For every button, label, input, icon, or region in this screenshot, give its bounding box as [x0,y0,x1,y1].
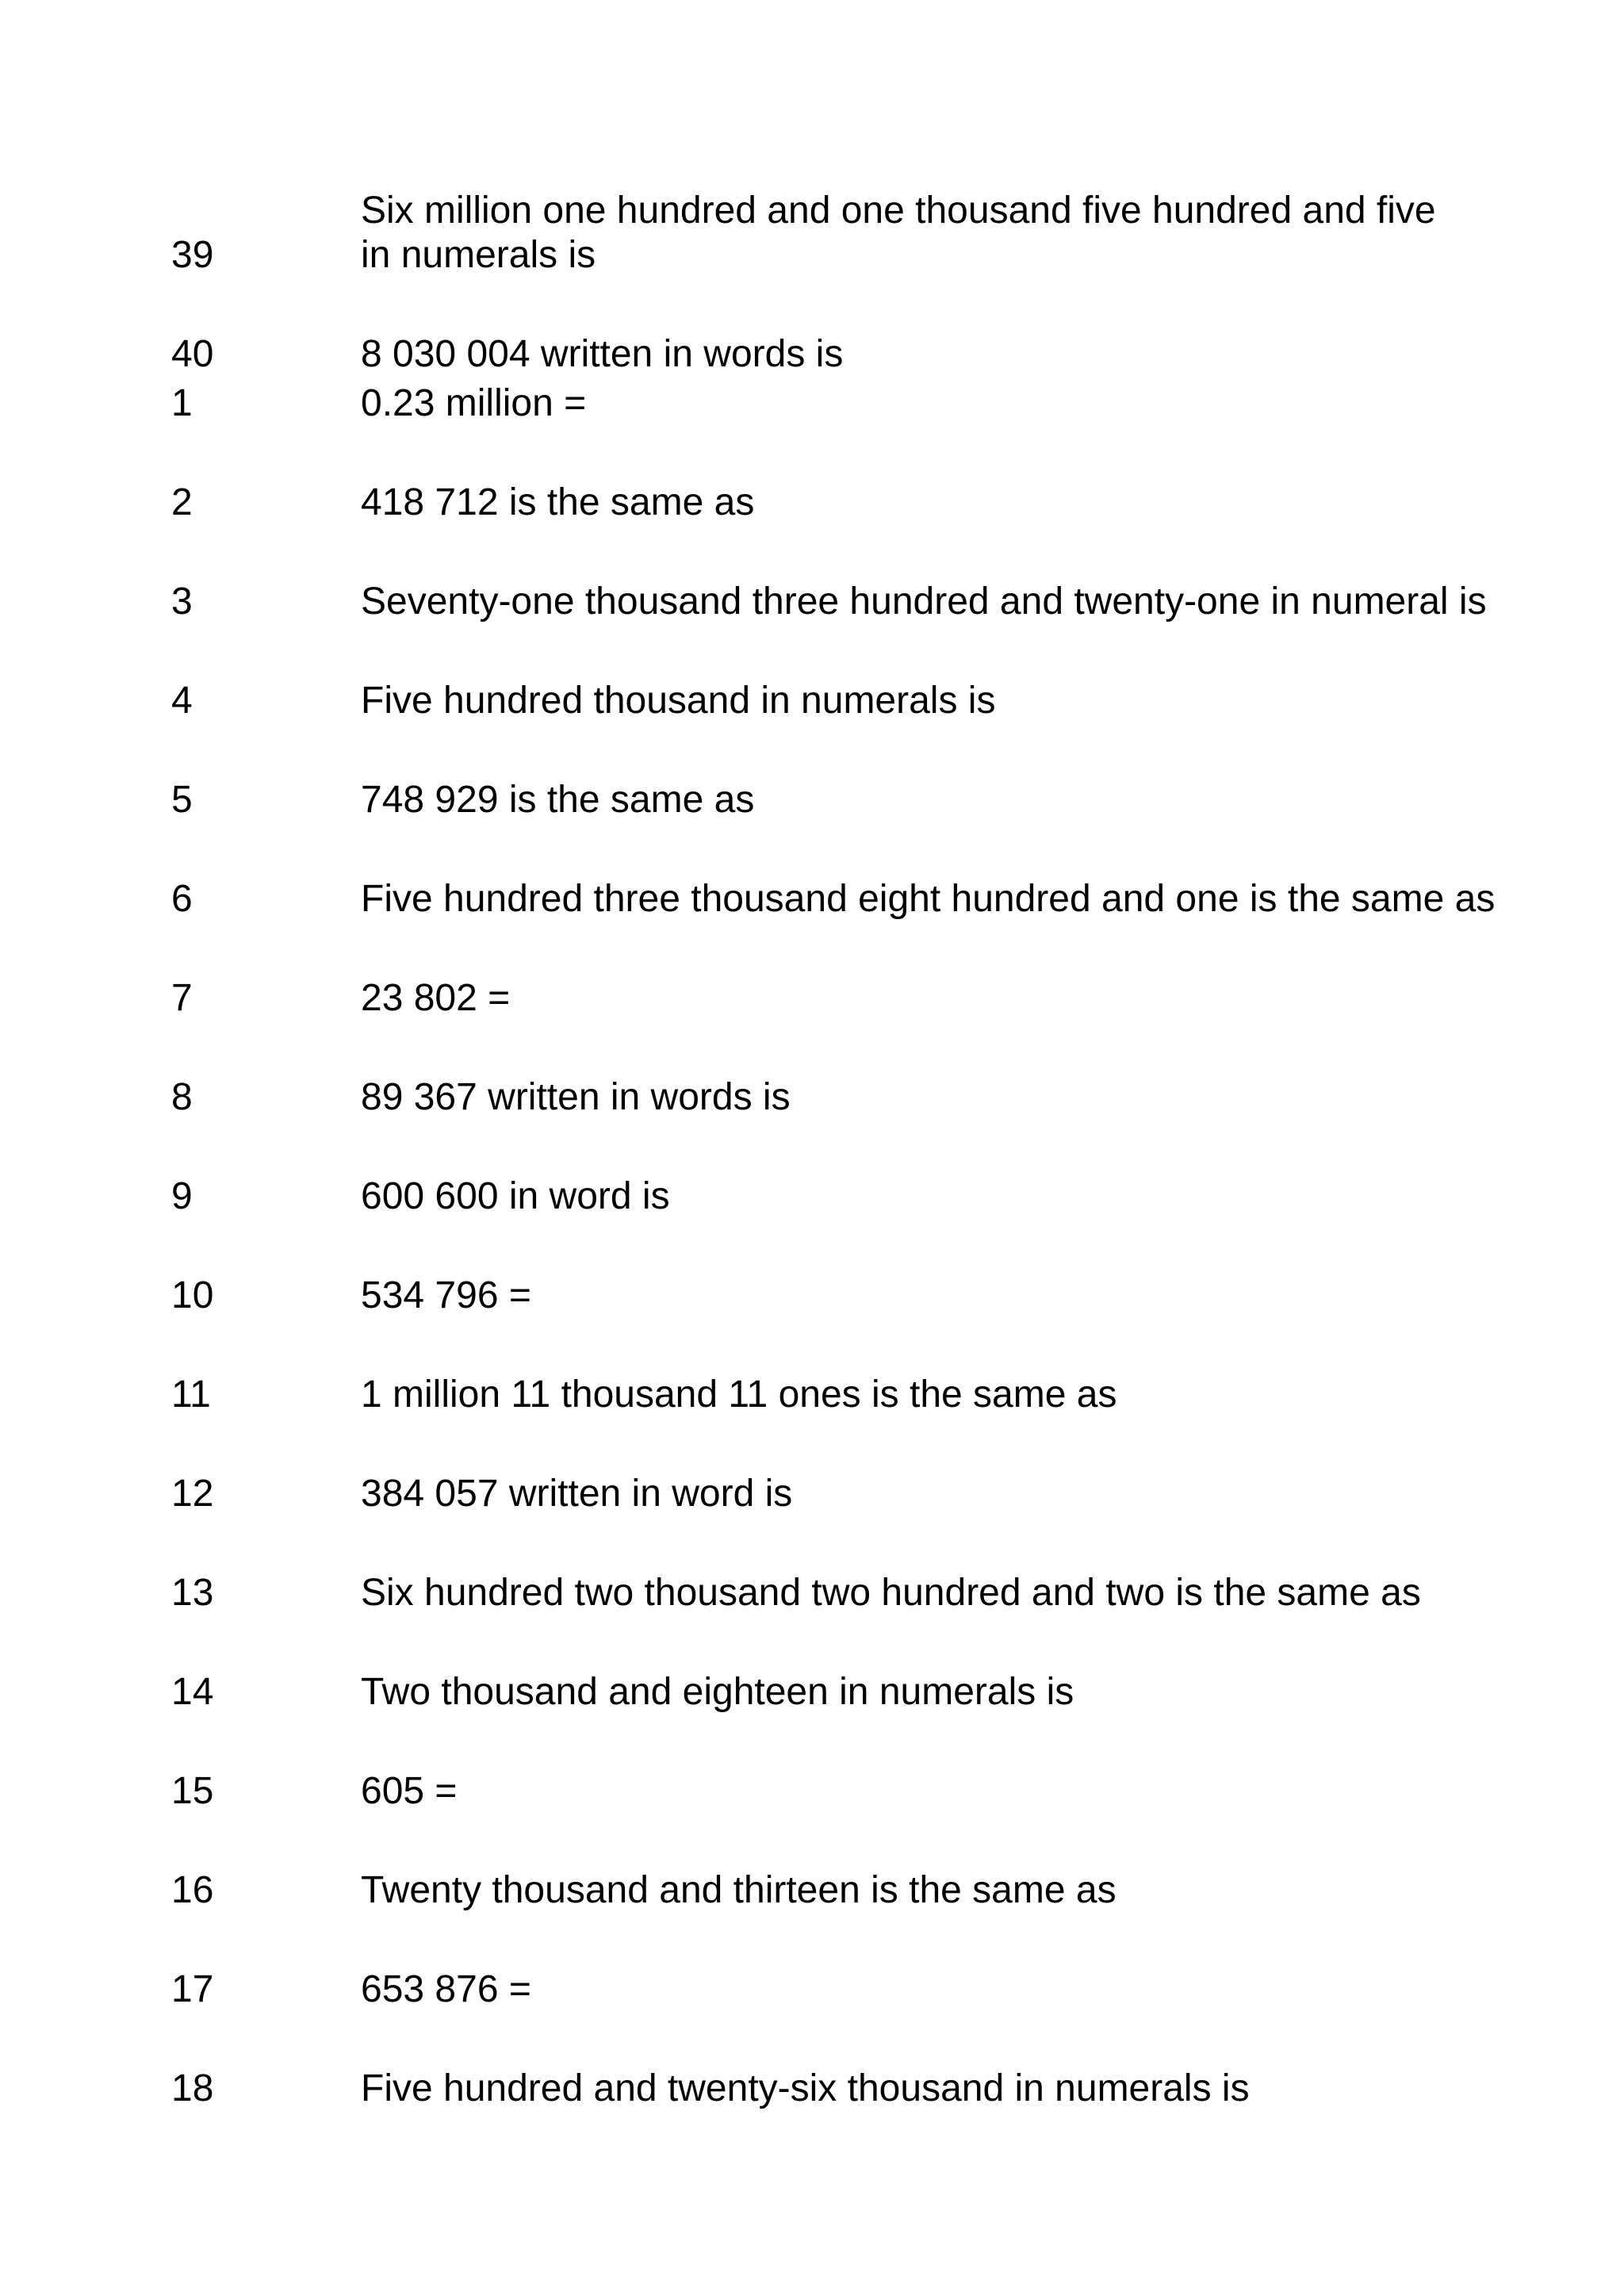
question-text: 384 057 written in word is [361,1473,793,1515]
question-text: 534 796 = [361,1274,531,1316]
question-text: 1 million 11 thousand 11 ones is the same as [361,1374,1117,1416]
question-text: 605 = [361,1770,458,1812]
question-number: 2 [171,481,193,523]
question-number: 17 [171,1968,214,2010]
question-text: Five hundred and twenty-six thousand in numerals is [361,2067,1250,2109]
question-text: Six hundred two thousand two hundred and two is the same as [361,1572,1421,1614]
question-number: 12 [171,1473,214,1515]
question-text: 8 030 004 written in words is [361,333,844,375]
question-text-line: in numerals is [361,234,596,276]
question-text-line: Six million one hundred and one thousand five hundred and five [361,190,1436,232]
question-number: 1 [171,382,193,424]
question-text: Seventy-one thousand three hundred and twenty-one in numeral is [361,580,1487,623]
question-number: 3 [171,580,193,623]
question-text: 0.23 million = [361,382,587,424]
question-number: 5 [171,779,193,821]
question-number: 15 [171,1770,214,1812]
question-text: 748 929 is the same as [361,779,755,821]
question-text: Five hundred thousand in numerals is [361,680,996,722]
question-text: 653 876 = [361,1968,531,2010]
question-number: 18 [171,2067,214,2109]
question-text: 600 600 in word is [361,1175,670,1217]
question-text: 23 802 = [361,977,511,1019]
question-text: 418 712 is the same as [361,481,755,523]
question-text [361,189,1436,278]
question-number: 39 [171,234,214,276]
question-number: 40 [171,333,214,375]
question-number: 8 [171,1076,193,1118]
question-number: 16 [171,1869,214,1911]
question-text: Two thousand and eighteen in numerals is [361,1671,1074,1713]
question-number: 7 [171,977,193,1019]
question-text: Five hundred three thousand eight hundred and one is the same as [361,878,1496,920]
question-number: 6 [171,878,193,920]
question-text: Twenty thousand and thirteen is the same as [361,1869,1116,1911]
question-number: 4 [171,680,193,722]
question-number: 11 [171,1374,211,1416]
question-text: 89 367 written in words is [361,1076,791,1118]
question-number: 10 [171,1274,214,1316]
question-number: 9 [171,1175,193,1217]
question-number: 13 [171,1572,214,1614]
question-number: 14 [171,1671,214,1713]
